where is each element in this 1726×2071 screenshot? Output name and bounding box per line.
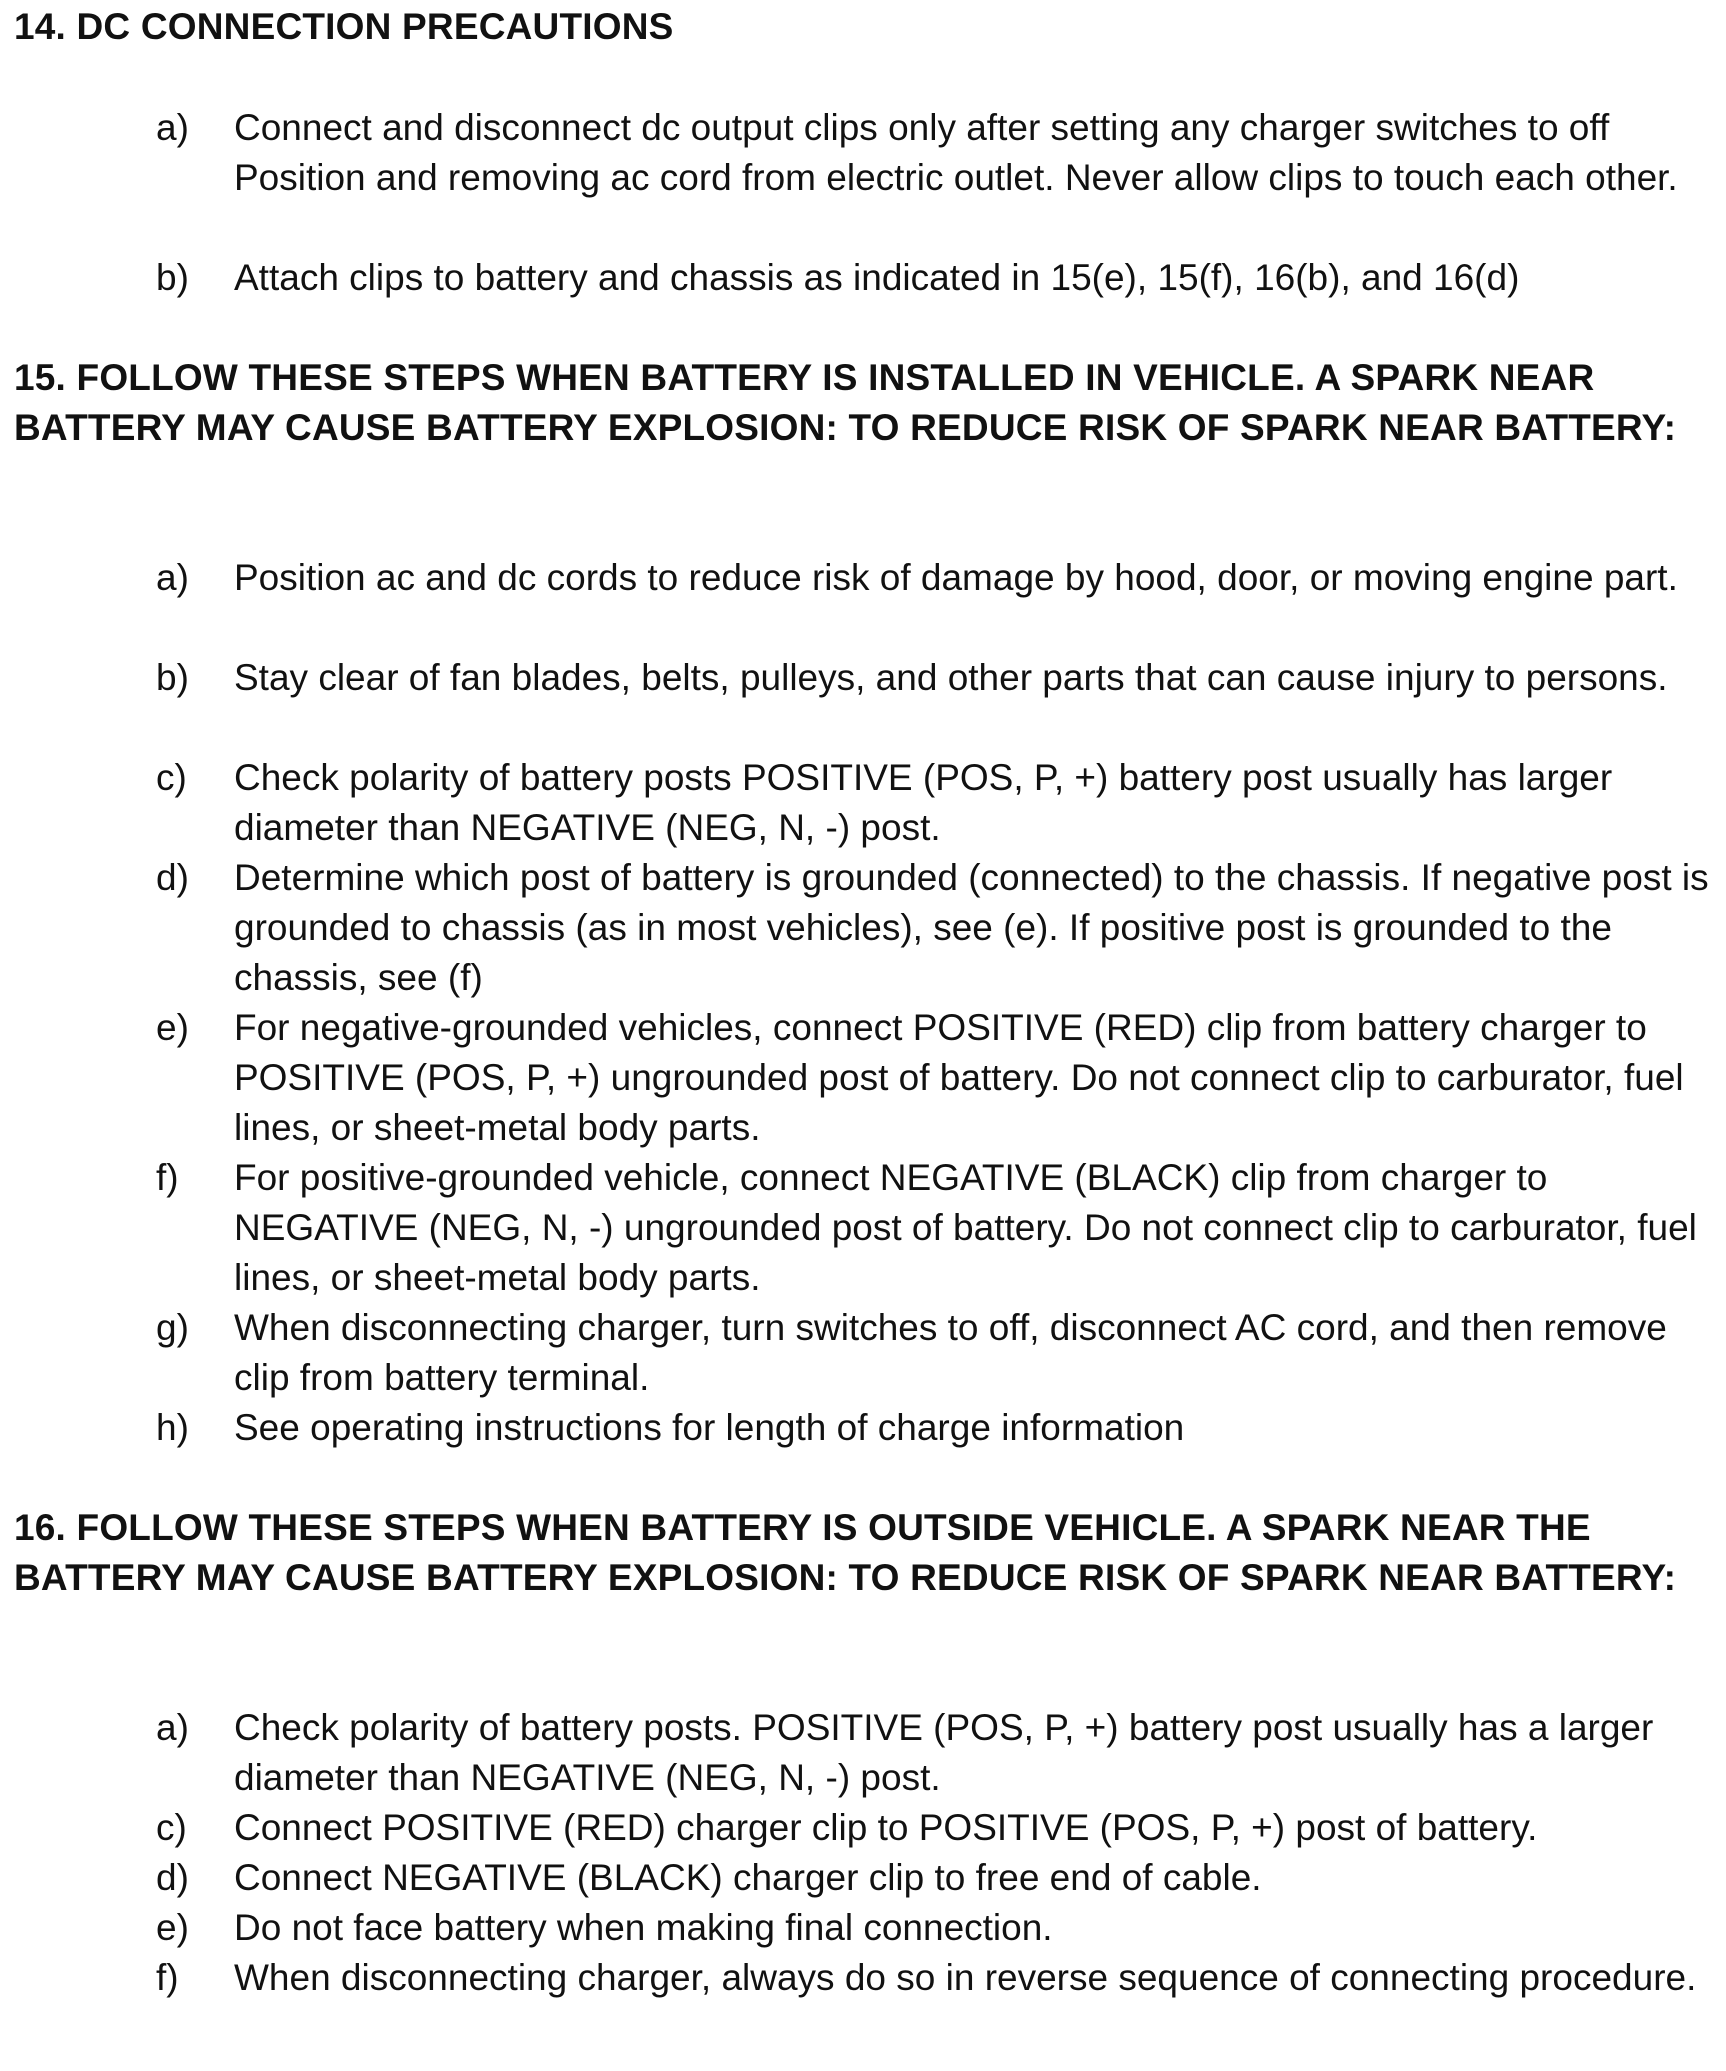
item-letter: d)	[156, 857, 189, 898]
item-text: Check polarity of battery posts POSITIVE (POS, P, +) battery post usually has larger diameter than NEGATIVE (NEG, N, -) post.	[234, 757, 1613, 848]
item-letter: e)	[156, 1907, 189, 1948]
item-text: Do not face battery when making final connection.	[234, 1907, 1053, 1948]
section-15-heading: 15. FOLLOW THESE STEPS WHEN BATTERY IS INSTALLED IN VEHICLE. A SPARK NEAR BATTERY MAY CAUSE BATTERY EXPLOSION: TO REDUCE RISK OF SPARK NEAR BATTERY:	[14, 357, 1677, 448]
section-15-item-f	[156, 1153, 1724, 1303]
section-15-item-h	[156, 1403, 1724, 1453]
item-letter: f)	[156, 1157, 179, 1198]
item-letter: c)	[156, 757, 187, 798]
section-15-item-e	[156, 1003, 1724, 1153]
item-text: For negative-grounded vehicles, connect POSITIVE (RED) clip from battery charger to POSITIVE (POS, P, +) ungrounded post of battery. Do not connect clip to carburator, fuel lines, or sheet-metal body parts.	[234, 1007, 1684, 1148]
item-text: Determine which post of battery is grounded (connected) to the chassis. If negative post is grounded to chassis (as in most vehicles), see (e). If positive post is grounded to the chassis, see (f)	[234, 857, 1709, 998]
item-text: Check polarity of battery posts. POSITIVE (POS, P, +) battery post usually has a larger diameter than NEGATIVE (NEG, N, -) post.	[234, 1707, 1654, 1798]
section-16-item-c	[156, 1803, 1724, 1853]
item-text: When disconnecting charger, always do so in reverse sequence of connecting procedure.	[234, 1957, 1697, 1998]
item-text: Attach clips to battery and chassis as indicated in 15(e), 15(f), 16(b), and 16(d)	[234, 257, 1520, 298]
item-text: Position ac and dc cords to reduce risk of damage by hood, door, or moving engine part.	[234, 557, 1678, 598]
section-16-item-d	[156, 1853, 1724, 1903]
section-16-item-e	[156, 1903, 1724, 1953]
section-14-item-b	[156, 253, 1724, 303]
item-text: See operating instructions for length of charge information	[234, 1407, 1185, 1448]
item-letter: b)	[156, 257, 189, 298]
item-letter: f)	[156, 1957, 179, 1998]
section-15-item-b	[156, 653, 1724, 703]
section-16-item-f	[156, 1953, 1724, 2003]
item-letter: a)	[156, 107, 189, 148]
section-15-item-c	[156, 753, 1724, 853]
item-letter: h)	[156, 1407, 189, 1448]
item-text: Connect NEGATIVE (BLACK) charger clip to free end of cable.	[234, 1857, 1262, 1898]
item-text: Connect POSITIVE (RED) charger clip to POSITIVE (POS, P, +) post of battery.	[234, 1807, 1538, 1848]
section-14-item-a	[156, 103, 1724, 203]
section-15-item-a	[156, 553, 1724, 603]
item-letter: a)	[156, 557, 189, 598]
item-letter: c)	[156, 1807, 187, 1848]
item-text: When disconnecting charger, turn switches to off, disconnect AC cord, and then remove clip from battery terminal.	[234, 1307, 1667, 1398]
section-16-heading: 16. FOLLOW THESE STEPS WHEN BATTERY IS OUTSIDE VEHICLE. A SPARK NEAR THE BATTERY MAY CAUSE BATTERY EXPLOSION: TO REDUCE RISK OF SPARK NEAR BATTERY:	[14, 1507, 1677, 1598]
section-15-item-d	[156, 853, 1724, 1003]
item-letter: e)	[156, 1007, 189, 1048]
item-text: Connect and disconnect dc output clips only after setting any charger switches to off Position and removing ac cord from electric outlet. Never allow clips to touch each other.	[234, 107, 1678, 198]
item-letter: g)	[156, 1307, 189, 1348]
item-text: For positive-grounded vehicle, connect NEGATIVE (BLACK) clip from charger to NEGATIVE (NEG, N, -) ungrounded post of battery. Do not connect clip to carburator, fuel lines, or sheet-metal body parts.	[234, 1157, 1697, 1298]
item-text: Stay clear of fan blades, belts, pulleys, and other parts that can cause injury to persons.	[234, 657, 1668, 698]
item-letter: d)	[156, 1857, 189, 1898]
section-15-item-g	[156, 1303, 1724, 1403]
section-16-item-a	[156, 1703, 1724, 1803]
section-14-heading: 14. DC CONNECTION PRECAUTIONS	[14, 6, 674, 47]
item-letter: a)	[156, 1707, 189, 1748]
item-letter: b)	[156, 657, 189, 698]
